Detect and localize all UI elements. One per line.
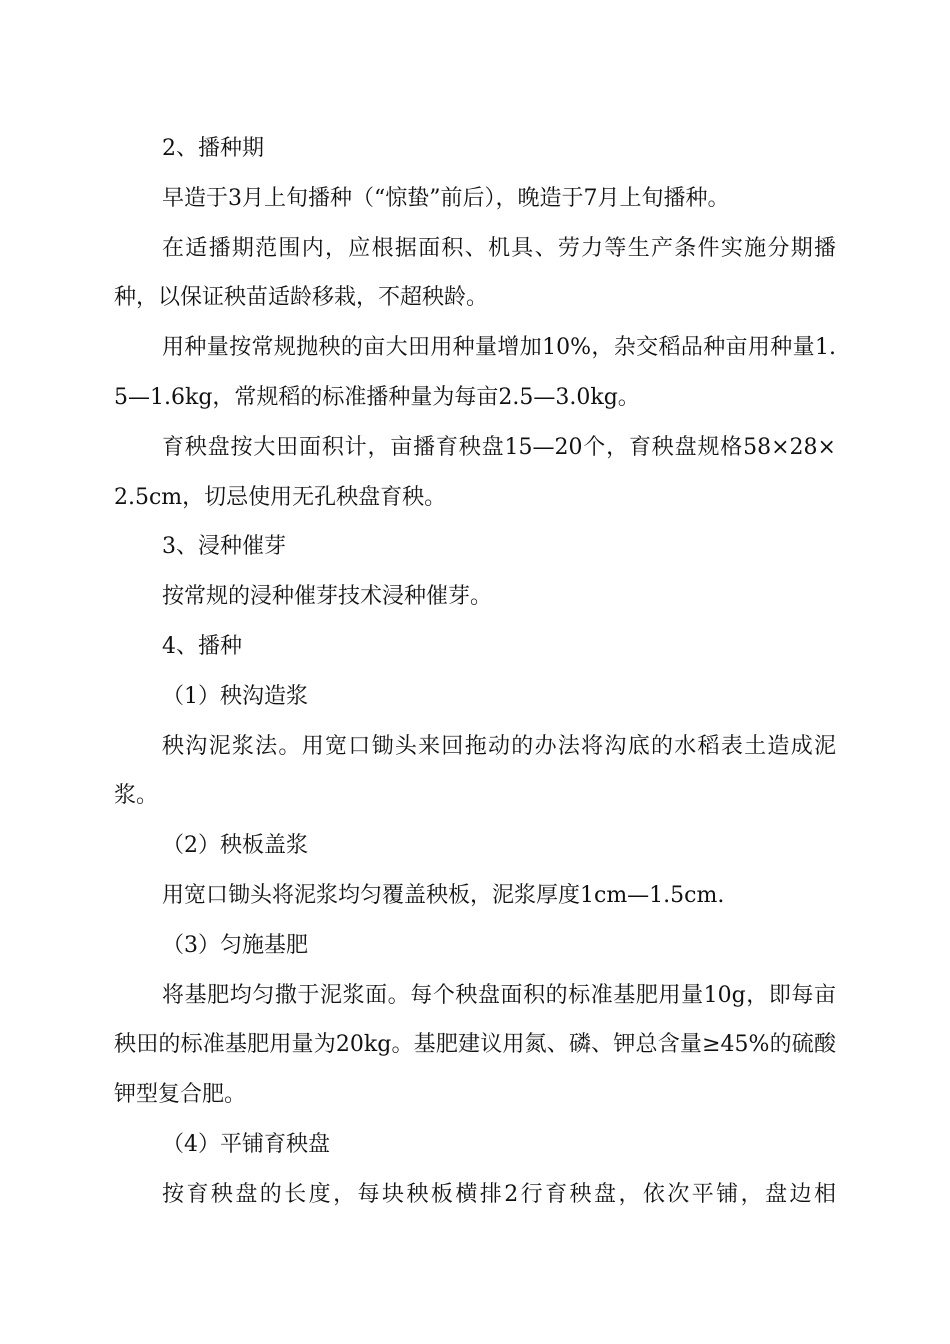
subheading-lay-trays: （4）平铺育秧盘 — [162, 1131, 330, 1157]
paragraph-soaking-method: 按常规的浸种催芽技术浸种催芽。 — [162, 584, 493, 610]
paragraph-lay-trays: 按育秧盘的长度，每块秧板横排2行育秧盘，依次平铺，盘边相 — [162, 1181, 836, 1207]
subheading-ditch-slurry: （1）秧沟造浆 — [162, 683, 308, 709]
heading-sowing: 4、播种 — [162, 633, 242, 659]
paragraph-seedling-trays: 育秧盘按大田面积计，亩播育秧盘15—20个，育秧盘规格58×28×2.5cm，切忌使用无孔秧盘育秧。 — [114, 434, 836, 510]
paragraph-staged-sowing: 在适播期范围内，应根据面积、机具、劳力等生产条件实施分期播种，以保证秧苗适龄移栽，不超秧龄。 — [114, 235, 836, 311]
paragraph-base-fertilizer: 将基肥均匀撒于泥浆面。每个秧盘面积的标准基肥用量10g，即每亩秧田的标准基肥用量为20kg。基肥建议用氮、磷、钾总含量≥45%的硫酸钾型复合肥。 — [114, 982, 836, 1108]
document-body — [114, 124, 836, 1220]
paragraph-ditch-slurry: 秧沟泥浆法。用宽口锄头来回拖动的办法将沟底的水稻表土造成泥浆。 — [114, 733, 836, 809]
paragraph-bed-covering: 用宽口锄头将泥浆均匀覆盖秧板，泥浆厚度1cm—1.5cm. — [162, 882, 725, 908]
paragraph-seed-amount: 用种量按常规抛秧的亩大田用种量增加10%，杂交稻品种亩用种量1.5—1.6kg，常规稻的标准播种量为每亩2.5—3.0kg。 — [114, 335, 836, 410]
paragraph-sowing-dates: 早造于3月上旬播种（“惊蛰”前后），晚造于7月上旬播种。 — [162, 185, 730, 211]
heading-sowing-period: 2、播种期 — [162, 136, 264, 161]
subheading-bed-covering: （2）秧板盖浆 — [162, 833, 308, 859]
heading-soaking-germination: 3、浸种催芽 — [162, 534, 286, 560]
subheading-base-fertilizer: （3）匀施基肥 — [162, 932, 308, 958]
